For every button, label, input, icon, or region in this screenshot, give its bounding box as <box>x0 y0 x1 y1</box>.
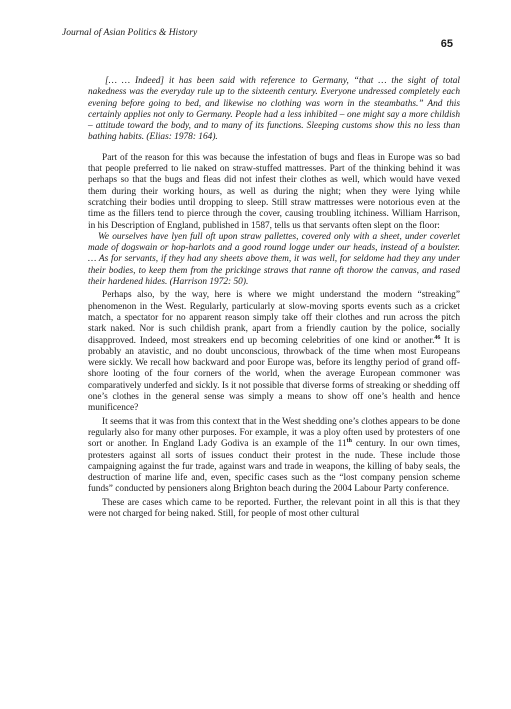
page-number: 65 <box>440 38 453 50</box>
paragraph-protesters <box>88 417 460 496</box>
block-quote-elias: [… … Indeed] it has been said with reference to Germany, “that … the sight of total nakedness was the everyday rule up to the sixteenth century. Everyone undressed completely each evening before going to bed, and likewise no clothing was worn in the steambaths.” And this certainly applies not only to Germany. People had a less inhibited – one might say a more childish – attitude toward the body, and to many of its functions. Sleeping customs show this no less than bathing habits. (Elias: 1978: 164). <box>88 76 460 143</box>
footnote-marker-46[interactable]: 46 <box>434 334 441 341</box>
article-body <box>88 76 460 520</box>
paragraph-reported-cases: These are cases which came to be reported. Further, the relevant point in all this is that they were not charged for being naked. Still, for people of most other cultural <box>88 497 460 519</box>
paragraph-protesters-text-b: century. In our own times, protesters against all sorts of issues conduct their protest in the nude. These include those campaigning against the fur trade, against wars and trade in weapons, the killing of baby seals, the destruction of marine life and, even, specific cases such as the “lost company pension scheme funds” conducted by pensioners along Brighton beach during the 2004 Labour Party conference. <box>88 439 460 495</box>
ordinal-superscript: th <box>346 438 352 445</box>
paragraph-streaking <box>88 290 460 414</box>
paragraph-streaking-text-a: Perhaps also, by the way, here is where we might understand the modern “streaking” phenomenon in the West. Regularly, particularly at slow-moving sports events such as a cricket match, a spectator for no apparent reason simply take off their clothes and run across the pitch stark naked. Nor is such childish prank, apart from a friendly caution by the police, socially disapproved. Indeed, most streakers end up becoming celebrities of one kind or another. <box>88 290 460 346</box>
paragraph-streaking-text-b: It is probably an atavistic, and no doubt unconscious, throwback of the time when most Europeans were sickly. We recall how backward and poor Europe was, before its lengthy period of grand off-shore looting of the four corners of the world, when the average European commoner was comparatively underfed and sickly. Is it not possible that diverse forms of streaking or shedding off one’s clothes in the general sense was simply a means to show off one’s health and hence munificence? <box>88 335 460 414</box>
paragraph-bugs-and-fleas: Part of the reason for this was because the infestation of bugs and fleas in Europe was so bad that people preferred to lie naked on straw-stuffed mattresses. Part of the thinking behind it was perhaps so that the bugs and fleas did not infest their clothes as well, which would have vexed them during their working hours, as well as during the night; when they were lying while scratching their bodies until dropping to sleep. Still straw mattresses were notorious even at the time as the fillers tend to pierce through the cover, causing troubling itchiness. William Harrison, in his Description of England, published in 1587, tells us that servants often slept on the floor: <box>88 152 460 231</box>
paragraph-protesters-text-a: It seems that it was from this context that in the West shedding one’s clothes appears to be done regularly also for many other purposes. For example, it was a ploy often used by protesters of one sort or another. In England Lady Godiva is an example of the 11 <box>88 416 460 450</box>
block-quote-harrison: We ourselves have lyen full oft upon straw pallettes, covered only with a sheet, under coverlet made of dogswain or hop-harlots and a good round logge under our heads, instead of a boulster. … As for servants, if they had any sheets above them, it was well, for seldome had they any under their bodies, to keep them from the prickinge straws that ranne oft thorow the canvas, and rased their hardened hides. (Harrison 1972: 50). <box>88 231 460 288</box>
running-header-journal-title: Journal of Asian Politics & History <box>62 28 198 38</box>
